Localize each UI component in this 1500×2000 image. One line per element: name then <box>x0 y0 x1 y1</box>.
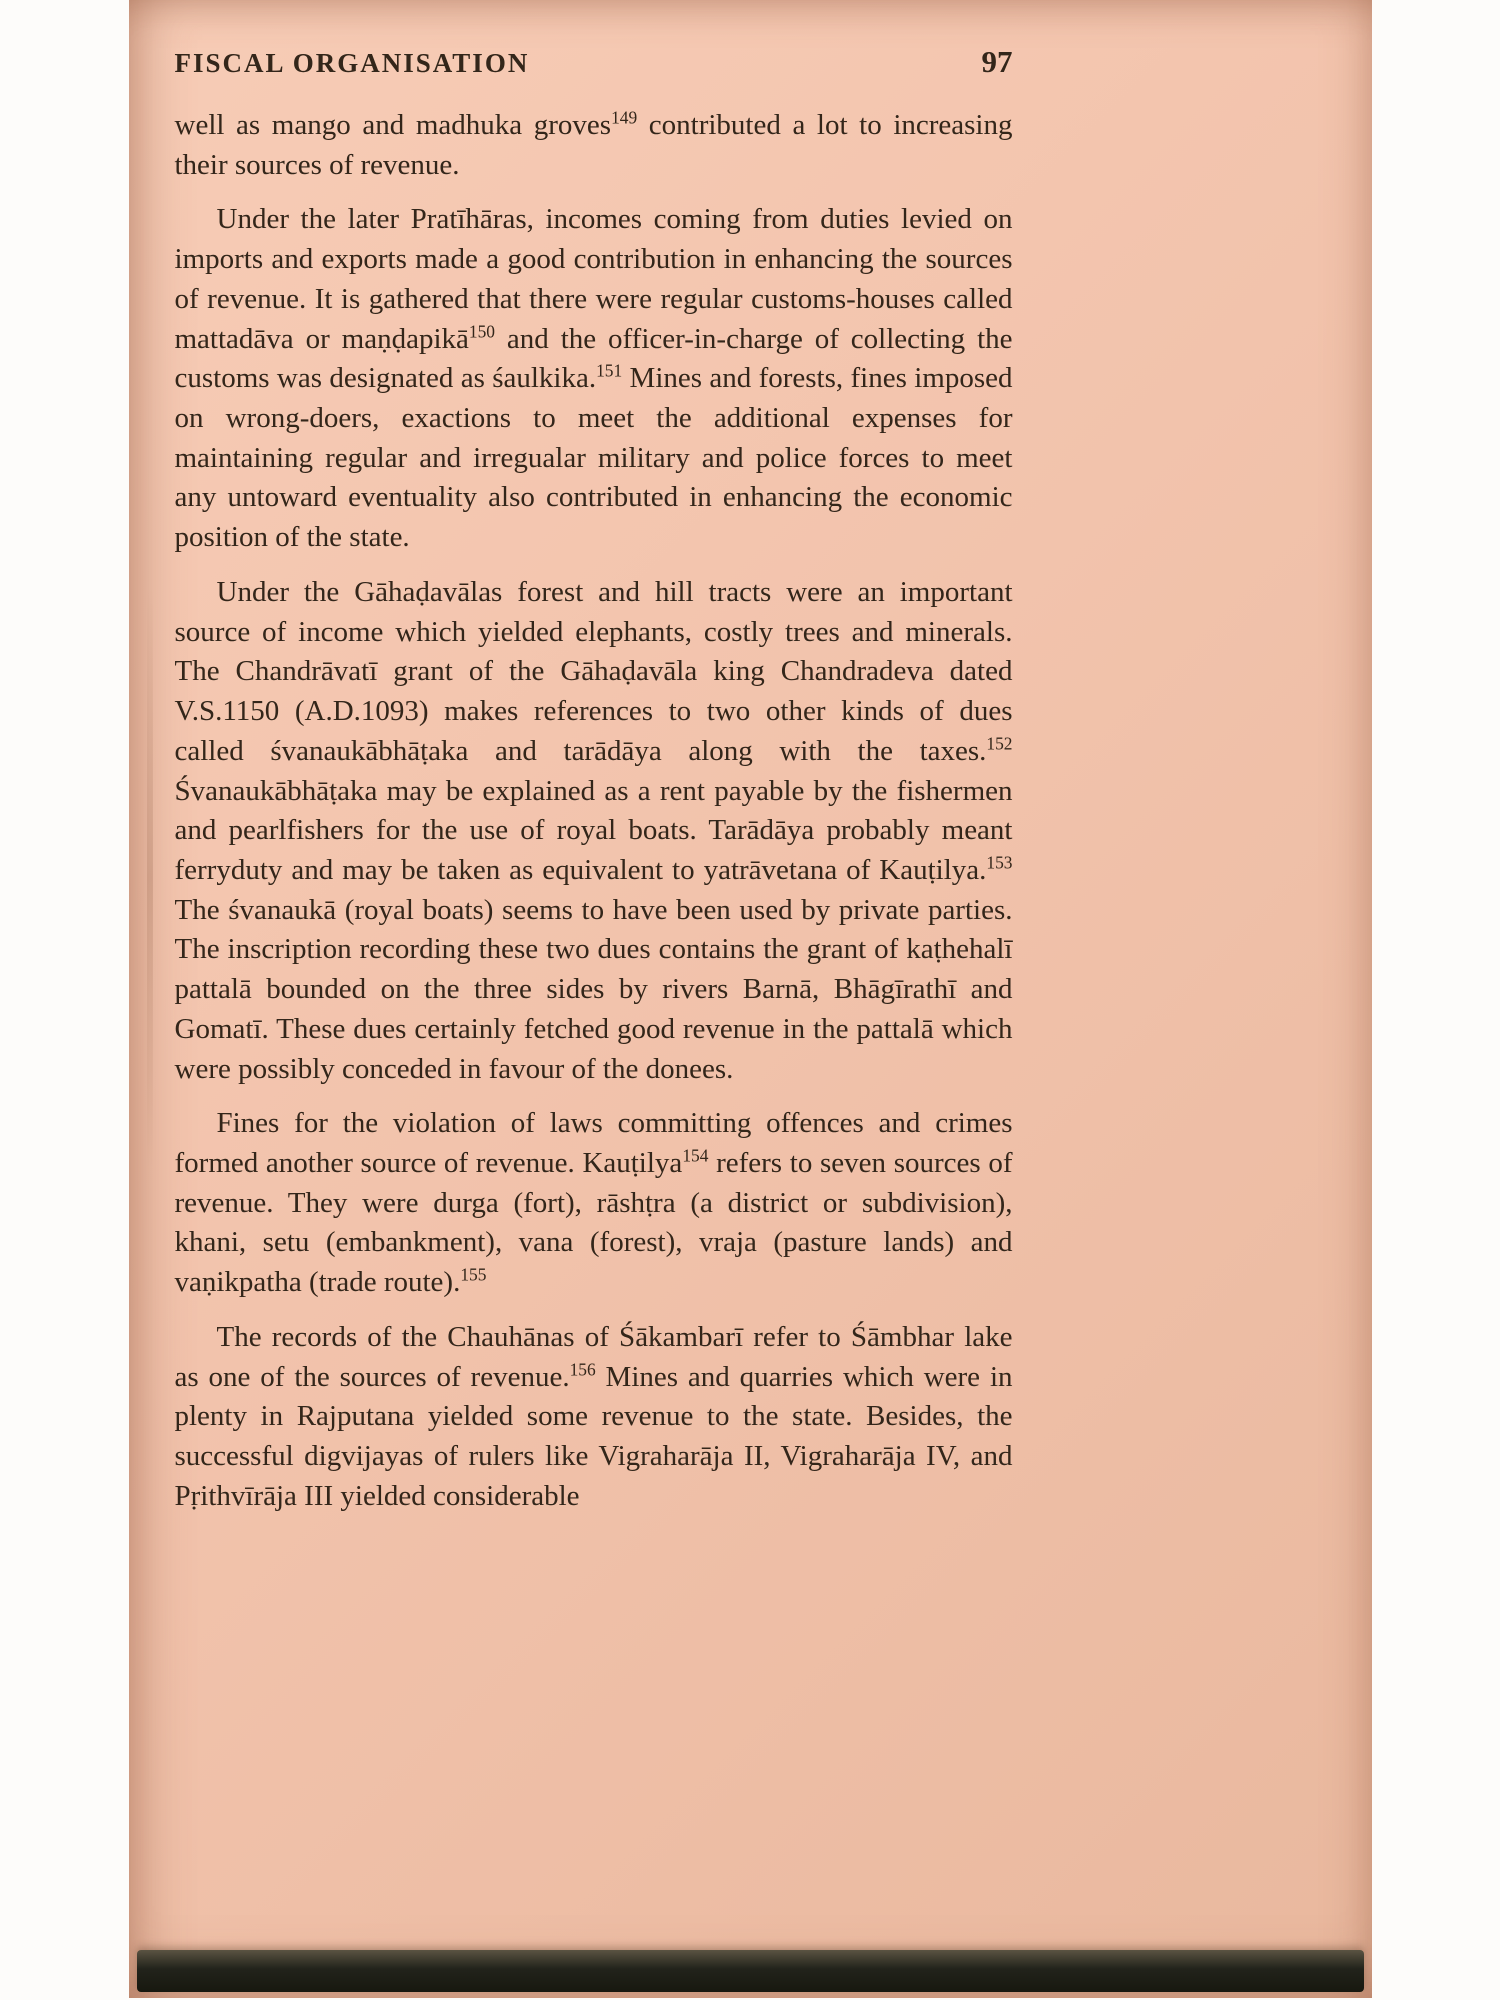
footnote-ref: 155 <box>460 1264 487 1285</box>
footnote-ref: 151 <box>596 360 623 381</box>
footnote-ref: 153 <box>986 852 1013 873</box>
paragraph: The records of the Chauhānas of Śākambarī refer to Śāmbhar lake as one of the sources of revenue.$^{156}$ Mines and quarries which were in plenty in Rajputana yielded some revenue to the state. Besides, the successful digvijayas of rulers like Vigraharāja II, Vigraharāja IV, and Pṛithvīrāja III yielded considerable <box>174 1320 1013 1512</box>
footnote-ref: 156 <box>569 1358 596 1379</box>
paragraph: well as mango and madhuka groves$^{149}$ contributed a lot to increasing their sources of revenue. <box>174 107 1013 181</box>
paragraph: Under the later Pratīhāras, incomes coming from duties levied on imports and exports made a good contribution in enhancing the sources of revenue. It is gathered that there were regular customs-houses called mattadāva or maṇḍapikā$^{150}$ and the officer-in-charge of collecting the customs was designated as śaulkika.$^{151}$ Mines and forests, fines imposed on wrong-doers, exactions to meet the additional expenses for maintaining regular and irregualar military and police forces to meet any untoward eventuality also contributed in enhancing the economic position of the state. <box>174 203 1013 554</box>
page-number: 97 <box>981 44 1013 79</box>
footnote-ref: 149 <box>611 107 638 128</box>
page <box>129 0 1013 1516</box>
footnote-ref: 150 <box>468 320 495 341</box>
body-text <box>175 106 1013 1516</box>
paragraph: Under the Gāhaḍavālas forest and hill tracts were an important source of income which yielded elephants, costly trees and minerals. The Chandrāvatī grant of the Gāhaḍavāla king Chandradeva dated V.S.1150 (A.D.1093) makes references to two other kinds of dues called śvanaukābhāṭaka and tarādāya along with the taxes.$^{152}$ Śvanaukābhāṭaka may be explained as a rent payable by the fishermen and pearlfishers for the use of royal boats. Tarādāya probably meant ferryduty and may be taken as equivalent to yatrāvetana of Kauṭilya.$^{153}$ The śvanaukā (royal boats) seems to have been used by private parties. The inscription recording these two dues contains the grant of kaṭhehalī pattalā bounded on the three sides by rivers Barnā, Bhāgīrathī and Gomatī. These dues certainly fetched good revenue in the pattalā which were possibly conceded in favour of the donees. <box>174 575 1013 1085</box>
footnote-ref: 154 <box>682 1145 709 1166</box>
scan-dark-edge <box>137 1950 1364 1992</box>
paragraph: Fines for the violation of laws committing offences and crimes formed another source of revenue. Kauṭilya$^{154}$ refers to seven sources of revenue. They were durga (fort), rāshṭra (a district or subdivision), khani, setu (embankment), vana (forest), vraja (pasture lands) and vaṇikpatha (trade route).$^{155}$ <box>174 1107 1013 1299</box>
running-title: FISCAL ORGANISATION <box>174 48 530 78</box>
page-header <box>175 44 1013 80</box>
footnote-ref: 152 <box>986 733 1013 754</box>
book-page-scan <box>129 0 1372 1998</box>
gutter-shadow <box>147 0 153 1950</box>
